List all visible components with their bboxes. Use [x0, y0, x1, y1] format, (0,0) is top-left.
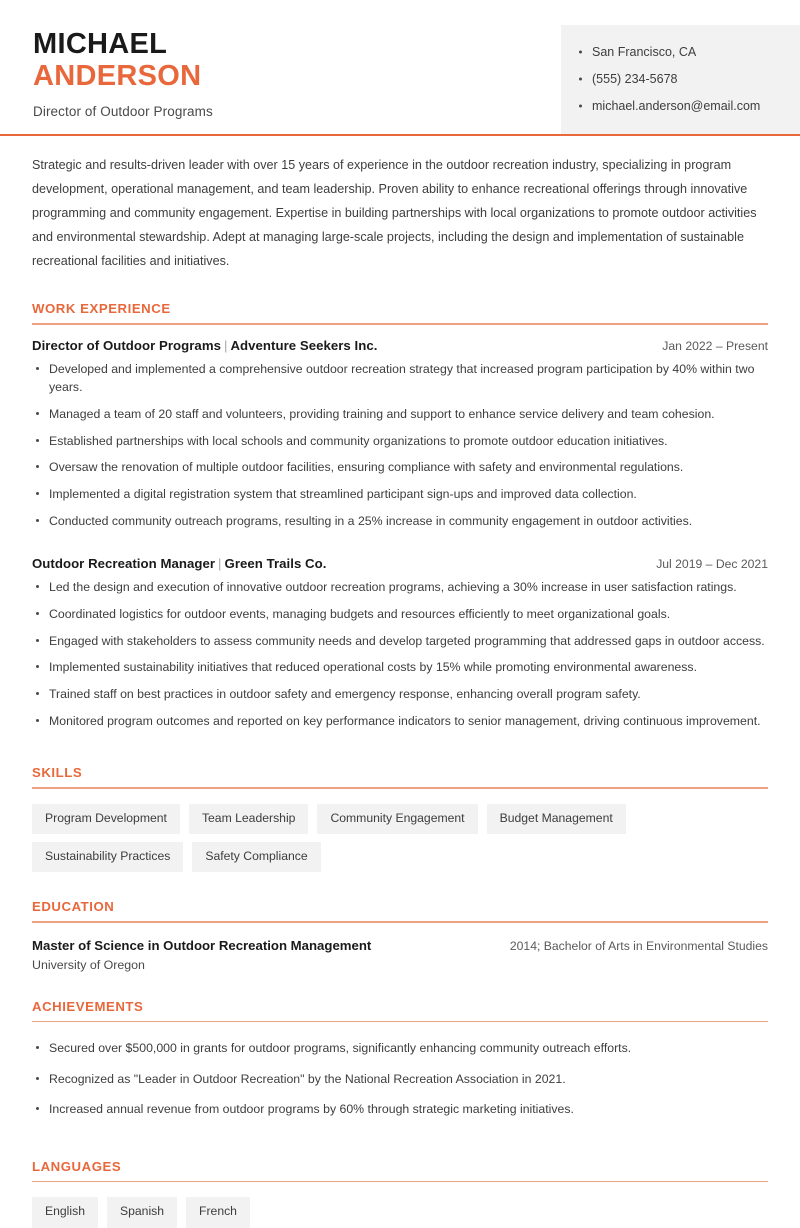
bullet-text: Oversaw the renovation of multiple outdoor facilities, ensuring compliance with safety and environmental regulations. — [49, 460, 684, 475]
education-entry — [32, 938, 768, 972]
resume-body — [0, 153, 800, 1228]
contact-list — [579, 39, 778, 120]
education-entry-header — [32, 938, 768, 953]
languages-chip-list — [32, 1196, 768, 1227]
section-divider — [32, 1021, 768, 1023]
experience-entry-header — [32, 338, 768, 353]
bullet-dot-icon — [579, 105, 582, 108]
bullet-text: Conducted community outreach programs, resulting in a 25% increase in community engagement in outdoor activities. — [49, 513, 693, 528]
bullet-text: Established partnerships with local schools and community organizations to promote outdoor education initiatives. — [49, 433, 668, 448]
list-item — [32, 1100, 768, 1130]
section-title-achievements: ACHIEVEMENTS — [32, 998, 144, 1014]
resume-header — [0, 0, 800, 134]
experience-dates: Jan 2022 – Present — [662, 338, 768, 353]
section-title-work-experience: WORK EXPERIENCE — [32, 301, 171, 317]
list-item — [32, 685, 768, 712]
role-company-separator: | — [223, 337, 228, 353]
skill-chip: Sustainability Practices — [32, 842, 183, 872]
experience-entry — [32, 338, 768, 538]
bullet-dot-icon — [36, 1077, 39, 1080]
experience-role-company — [32, 338, 377, 353]
list-item — [32, 432, 768, 459]
contact-item-email — [579, 93, 778, 120]
bullet-dot-icon — [36, 1046, 39, 1049]
list-item — [32, 458, 768, 485]
list-item — [32, 658, 768, 685]
contact-location-text: San Francisco, CA — [592, 45, 697, 59]
bullet-text: Led the design and execution of innovative outdoor recreation programs, achieving a 30% increase in user satisfaction ratings. — [49, 580, 737, 595]
list-item — [32, 578, 768, 605]
bullet-text: Implemented sustainability initiatives that reduced operational costs by 15% while promoting environmental awareness. — [49, 660, 697, 675]
bullet-text: Secured over $500,000 in grants for outdoor programs, significantly enhancing community outreach efforts. — [49, 1041, 632, 1056]
bullet-text: Developed and implemented a comprehensive outdoor recreation strategy that increased program participation by 40% within two years. — [49, 361, 755, 395]
first-name: MICHAEL — [33, 28, 168, 60]
experience-company: Green Trails Co. — [224, 556, 327, 572]
bullet-text: Recognized as "Leader in Outdoor Recreation" by the National Recreation Association in 2021. — [49, 1071, 566, 1086]
skill-chip: Team Leadership — [189, 804, 309, 834]
experience-role: Outdoor Recreation Manager — [32, 556, 216, 572]
contact-email-text: michael.anderson@email.com — [592, 98, 761, 113]
bullet-dot-icon — [36, 412, 39, 415]
list-item — [32, 485, 768, 512]
section-languages — [32, 1159, 768, 1228]
experience-entry — [32, 556, 768, 738]
experience-entry-header — [32, 556, 768, 571]
language-chip: English — [32, 1197, 98, 1227]
list-item — [32, 405, 768, 432]
education-school: University of Oregon — [32, 957, 145, 972]
language-chip: Spanish — [107, 1197, 177, 1227]
bullet-dot-icon — [36, 665, 39, 668]
bullet-dot-icon — [36, 519, 39, 522]
experience-role: Director of Outdoor Programs — [32, 337, 221, 353]
list-item — [32, 512, 768, 539]
section-skills — [32, 765, 768, 872]
header-identity — [0, 25, 213, 119]
skill-chip: Community Engagement — [317, 804, 477, 834]
contact-item-phone — [579, 66, 778, 93]
list-item — [32, 712, 768, 739]
experience-company: Adventure Seekers Inc. — [230, 337, 378, 353]
contact-info-box — [561, 25, 800, 134]
education-degree: Master of Science in Outdoor Recreation Management — [32, 937, 372, 953]
section-work-experience — [32, 301, 768, 738]
section-divider — [32, 1181, 768, 1183]
bullet-dot-icon — [36, 585, 39, 588]
contact-item-location — [579, 39, 778, 66]
section-title-languages: LANGUAGES — [32, 1158, 122, 1174]
bullet-text: Managed a team of 20 staff and volunteers, providing training and support to enhance service delivery and team cohesion. — [49, 406, 715, 421]
skills-chip-list — [32, 803, 768, 873]
achievements-bullet-list — [32, 1039, 768, 1130]
skill-chip: Program Development — [32, 804, 180, 834]
contact-phone-text: (555) 234-5678 — [592, 71, 678, 86]
section-divider — [32, 787, 768, 789]
bullet-dot-icon — [36, 492, 39, 495]
bullet-text: Monitored program outcomes and reported on key performance indicators to senior management, driving continuous improvement. — [49, 713, 761, 728]
education-meta: 2014; Bachelor of Arts in Environmental Studies — [509, 938, 768, 953]
bullet-dot-icon — [36, 1107, 39, 1110]
bullet-text: Implemented a digital registration system that streamlined participant sign-ups and improved data collection. — [49, 486, 637, 501]
section-divider — [32, 921, 768, 923]
header-divider — [0, 134, 800, 136]
bullet-dot-icon — [36, 612, 39, 615]
bullet-dot-icon — [36, 719, 39, 722]
role-company-separator: | — [218, 556, 222, 572]
bullet-dot-icon — [36, 439, 39, 442]
list-item — [32, 605, 768, 632]
list-item — [32, 632, 768, 659]
list-item — [32, 1070, 768, 1100]
last-name: ANDERSON — [33, 60, 202, 93]
bullet-dot-icon — [36, 639, 39, 642]
skill-chip: Safety Compliance — [192, 842, 320, 872]
experience-bullet-list — [32, 360, 768, 538]
professional-summary: Strategic and results-driven leader with over 15 years of experience in the outdoor recreation industry, specializing in program development, operational management, and team leadership. Proven ability to enhance recreational offerings through innovative programming and community engagement. Expertise in building partnerships with local organizations to promote outdoor activities and environmental stewardship. Adept at managing large-scale projects, including the design and implementation of sustainable recreational facilities and initiatives. — [32, 157, 757, 269]
section-title-skills: SKILLS — [32, 765, 83, 781]
bullet-dot-icon — [36, 692, 39, 695]
experience-dates: Jul 2019 – Dec 2021 — [656, 557, 768, 572]
headline-job-title: Director of Outdoor Programs — [33, 103, 213, 119]
section-education — [32, 899, 768, 972]
bullet-text: Increased annual revenue from outdoor programs by 60% through strategic marketing initiatives. — [49, 1101, 574, 1116]
experience-bullet-list — [32, 578, 768, 738]
bullet-dot-icon — [36, 465, 39, 468]
section-title-education: EDUCATION — [32, 899, 115, 915]
bullet-dot-icon — [579, 78, 582, 81]
list-item — [32, 1039, 768, 1069]
bullet-dot-icon — [579, 51, 582, 54]
list-item — [32, 360, 768, 405]
skill-chip: Budget Management — [487, 804, 626, 834]
section-achievements — [32, 999, 768, 1130]
experience-role-company — [32, 556, 326, 571]
bullet-text: Coordinated logistics for outdoor events, managing budgets and resources efficiently to meet organizational goals. — [49, 606, 671, 621]
bullet-text: Engaged with stakeholders to assess community needs and develop targeted programming that addressed gaps in outdoor access. — [49, 633, 765, 648]
section-divider — [32, 323, 768, 325]
language-chip: French — [186, 1197, 250, 1227]
bullet-text: Trained staff on best practices in outdoor safety and emergency response, enhancing overall program safety. — [49, 687, 641, 702]
bullet-dot-icon — [36, 367, 39, 370]
